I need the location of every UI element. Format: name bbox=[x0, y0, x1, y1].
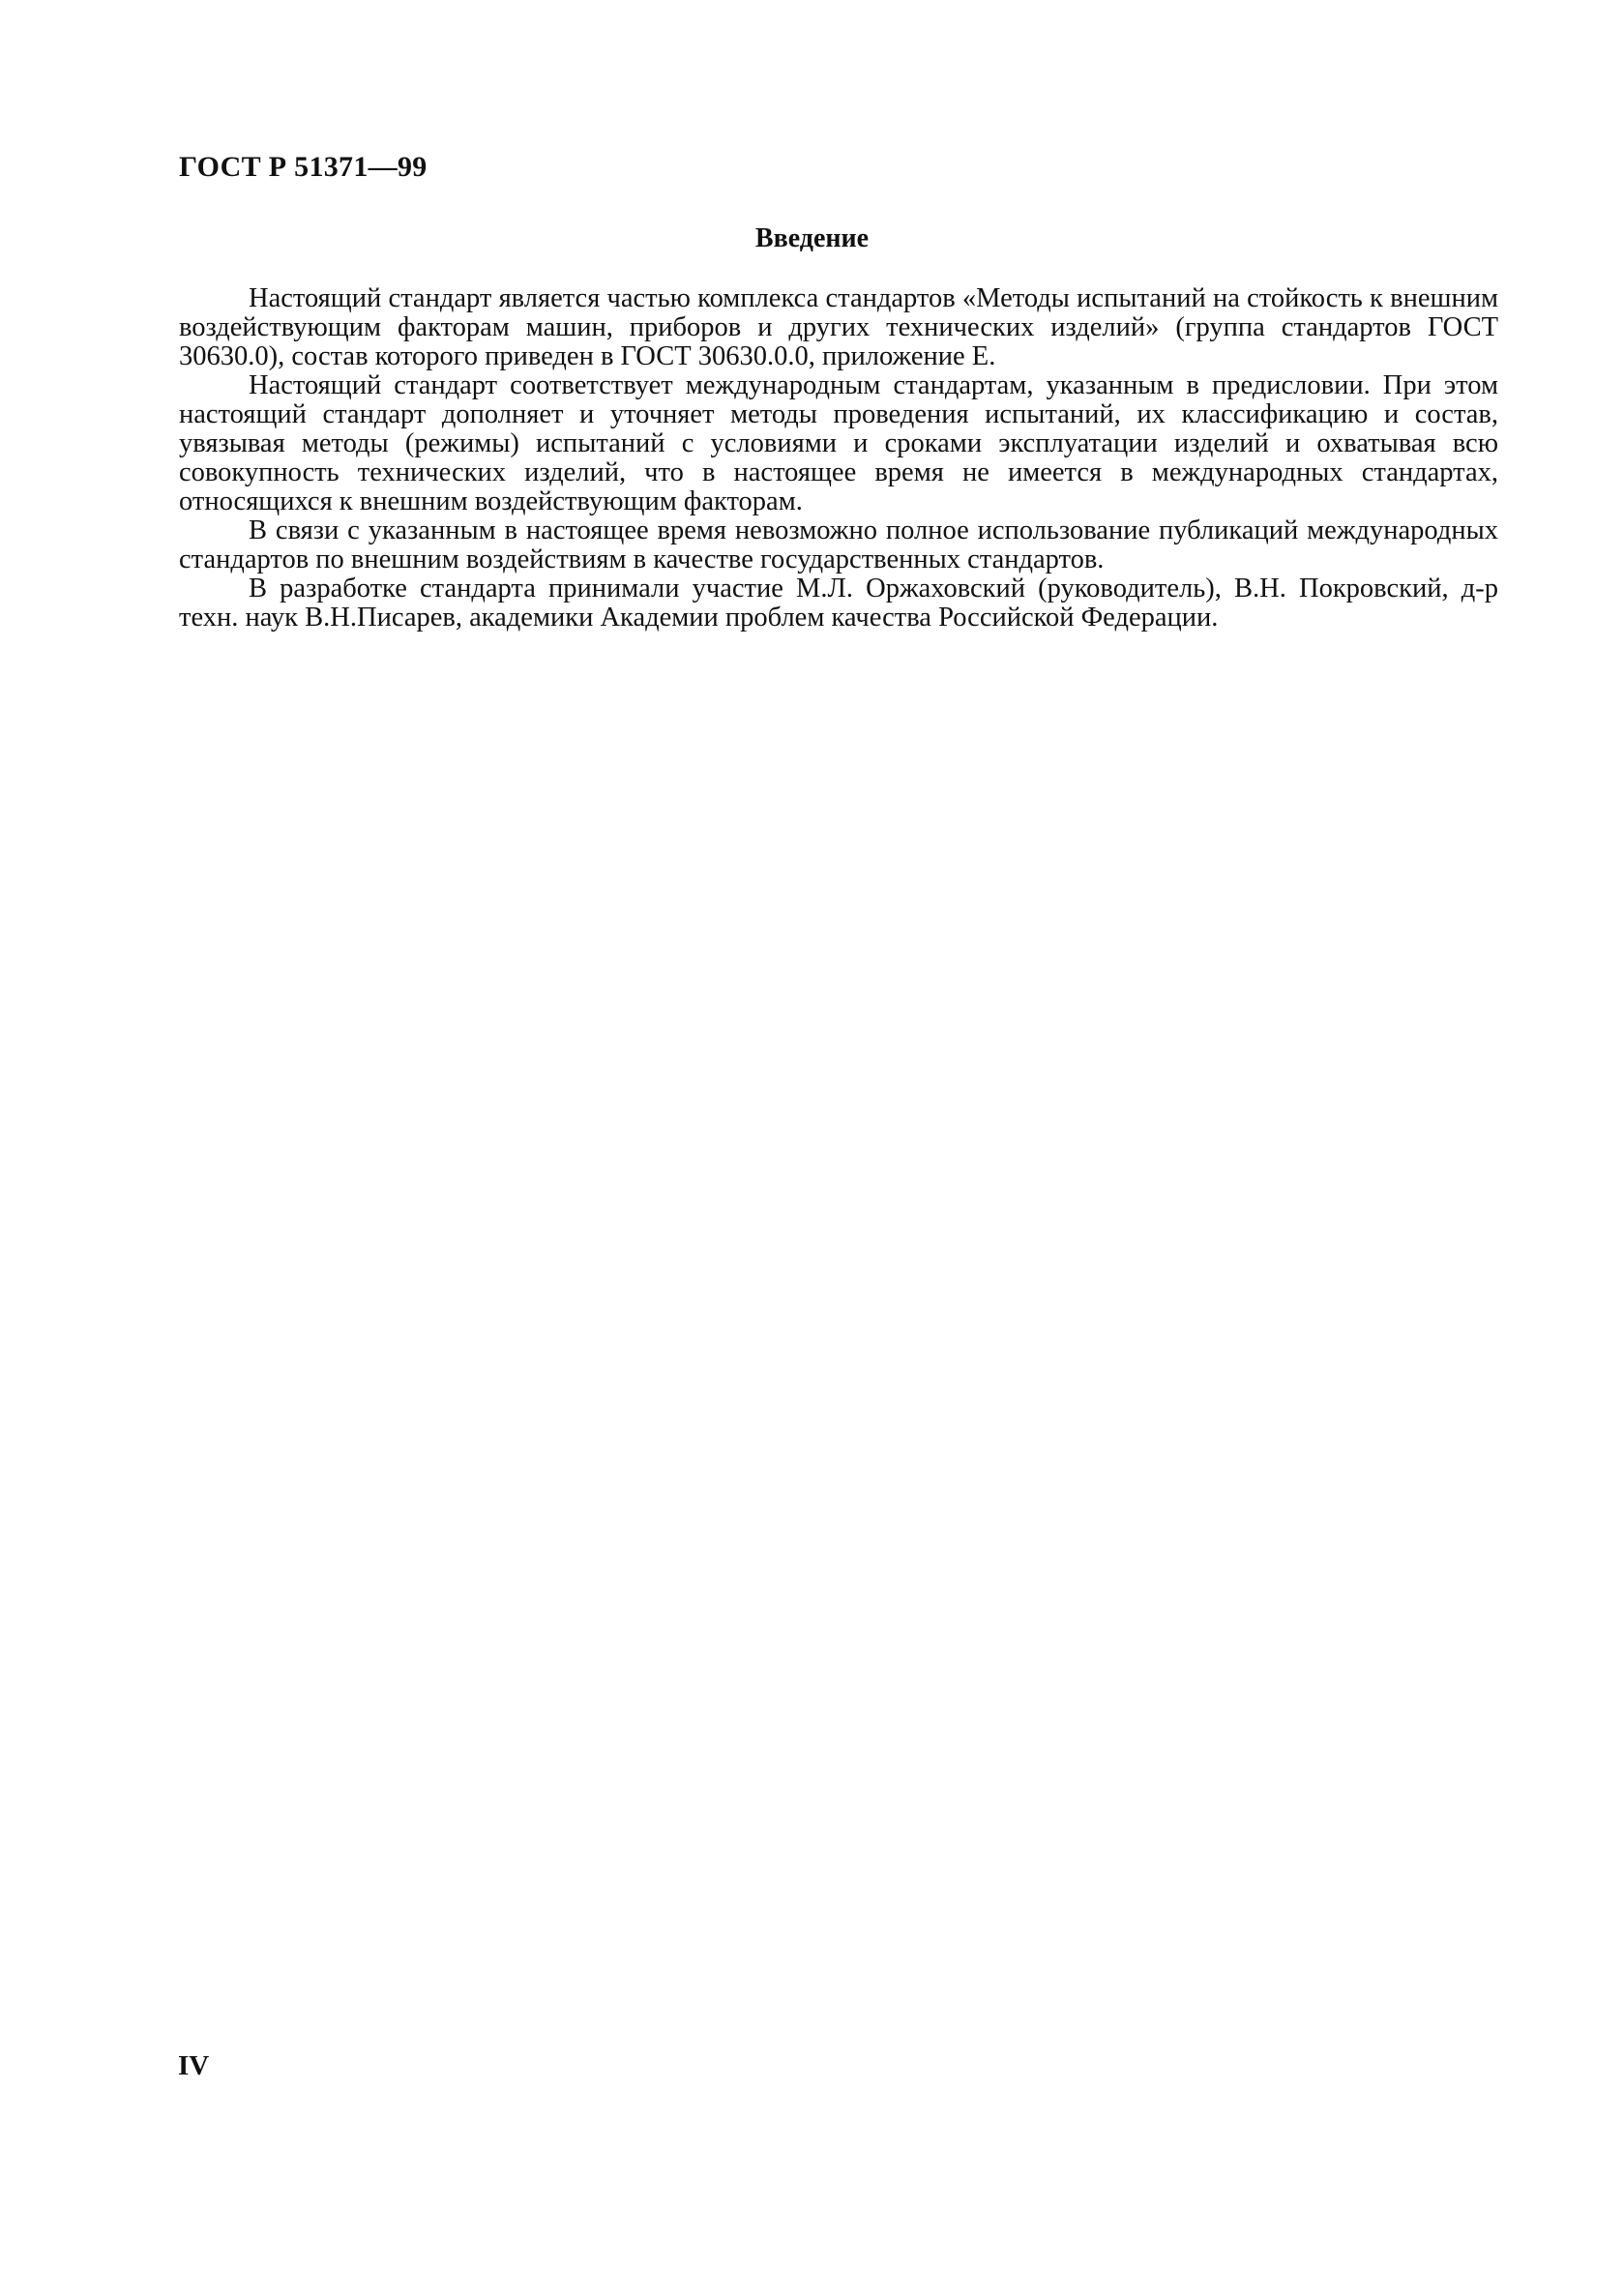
page-number: IV bbox=[178, 2050, 210, 2081]
introduction-title: Введение bbox=[754, 223, 870, 253]
introduction-paragraph: Настоящий стандарт соответствует международным стандартам, указанным в предисловии. При этом настоящий стандарт дополняет и уточняет методы проведения испытаний, их классификацию и состав, увязывая методы (режимы) испытаний с условиями и сроками эксплуатации изделий и охватывая всю совокупность технических изделий, что в настоящее время не имеется в международных стандартах, относящихся к внешним воздействующим факторам. bbox=[179, 370, 1498, 516]
document-code: ГОСТ Р 51371—99 bbox=[179, 151, 428, 183]
introduction-paragraph: В разработке стандарта принимали участие М.Л. Оржаховский (руководитель), В.Н. Покровский, д-р техн. наук В.Н.Писарев, академики Академии проблем качества Российской Федерации. bbox=[179, 574, 1498, 633]
introduction-body bbox=[179, 284, 1498, 633]
introduction-paragraph: Настоящий стандарт является частью комплекса стандартов «Методы испытаний на стойкость к внешним воздействующим факторам машин, приборов и других технических изделий» (группа стандартов ГОСТ 30630.0), состав которого приведен в ГОСТ 30630.0.0, приложение Е. bbox=[179, 283, 1498, 371]
introduction-paragraph: В связи с указанным в настоящее время невозможно полное использование публикаций международных стандартов по внешним воздействиям в качестве государственных стандартов. bbox=[179, 515, 1498, 574]
